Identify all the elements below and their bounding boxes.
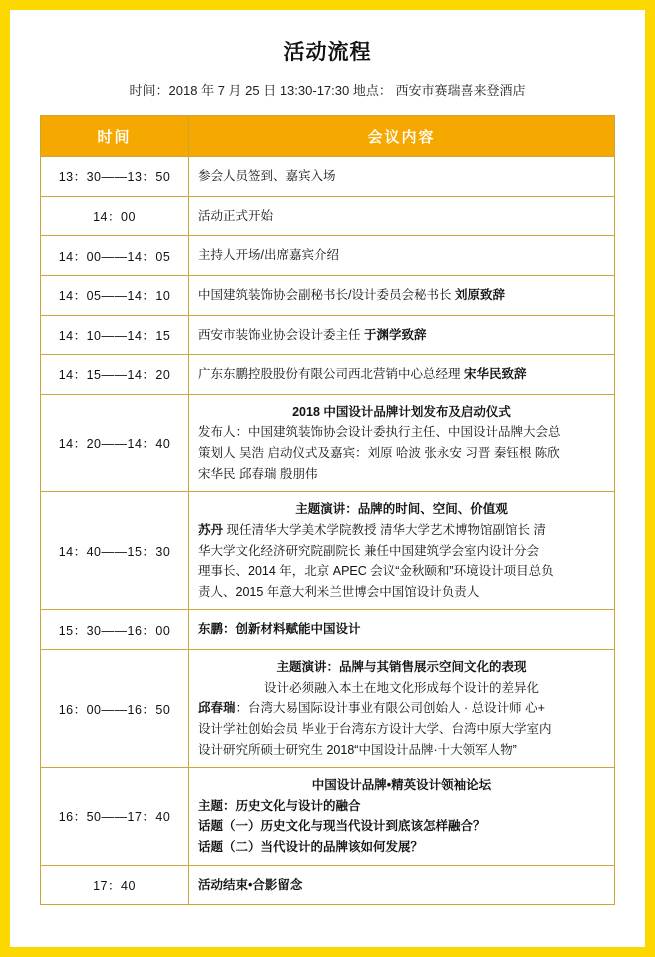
content-line: 策划人 吴浩 启动仪式及嘉宾：刘原 哈波 张永安 习晋 秦钰根 陈欣 bbox=[198, 446, 560, 460]
row-content bbox=[189, 610, 615, 650]
row-time: 15：30——16：00 bbox=[41, 610, 189, 650]
content-line: 华大学文化经济研究院副院长 兼任中国建筑学会室内设计分会 bbox=[198, 543, 539, 558]
table-row bbox=[41, 315, 615, 355]
table-body bbox=[41, 157, 615, 905]
content-line: 话题（一）历史文化与现当代设计到底该怎样融合？ bbox=[198, 819, 486, 834]
row-content bbox=[189, 768, 615, 866]
content-line: 西安市装饰业协会设计委主任 于渊学致辞 bbox=[198, 327, 427, 342]
row-time: 14：40——15：30 bbox=[41, 492, 189, 610]
row-time: 14：00——14：05 bbox=[41, 236, 189, 276]
row-content bbox=[189, 236, 615, 276]
speaker-name: 于渊学致辞 bbox=[363, 327, 427, 342]
row-time: 14：20——14：40 bbox=[41, 394, 189, 492]
column-header-content: 会议内容 bbox=[189, 116, 615, 157]
content-line: 理事长、2014 年，北京 APEC 会议“金秋颐和”环境设计项目总负 bbox=[198, 564, 554, 579]
content-line: 活动正式开始 bbox=[198, 208, 274, 223]
content-line: 中国建筑装饰协会副秘书长/设计委员会秘书长 刘原致辞 bbox=[198, 287, 505, 302]
content-line: 2018 中国设计品牌计划发布及启动仪式 bbox=[292, 404, 511, 419]
table-row bbox=[41, 610, 615, 650]
content-line: 设计必须融入本土在地文化形成每个设计的差异化 bbox=[263, 680, 539, 695]
row-time: 17：40 bbox=[41, 865, 189, 905]
content-line: 苏丹 现任清华大学美术学院教授 清华大学艺术博物馆副馆长 清 bbox=[198, 522, 546, 537]
content-line: 宋华民 邱春瑞 殷朋伟 bbox=[198, 466, 318, 481]
content-line: 活动结束•合影留念 bbox=[198, 877, 303, 892]
speaker-name: 宋华民致辞 bbox=[463, 367, 527, 382]
row-content bbox=[189, 275, 615, 315]
content-line: 东鹏：创新材料赋能中国设计 bbox=[198, 622, 361, 637]
document-page bbox=[10, 10, 645, 947]
row-content bbox=[189, 650, 615, 768]
column-header-time: 时间 bbox=[41, 116, 189, 157]
table-row bbox=[41, 157, 615, 197]
row-time: 14：05——14：10 bbox=[41, 275, 189, 315]
content-line: 设计学社创始会员 毕业于台湾东方设计大学、台湾中原大学室内 bbox=[198, 721, 552, 736]
row-time: 14：00 bbox=[41, 196, 189, 236]
table-row bbox=[41, 492, 615, 610]
schedule-table bbox=[40, 115, 615, 905]
content-line: 主题演讲：品牌的时间、空间、价值观 bbox=[295, 502, 508, 517]
row-time: 13：30——13：50 bbox=[41, 157, 189, 197]
page-title: 活动流程 bbox=[283, 41, 372, 64]
content-line: 话题（二）当代设计的品牌该如何发展？ bbox=[198, 840, 424, 854]
row-time: 14：10——14：15 bbox=[41, 315, 189, 355]
table-row bbox=[41, 236, 615, 276]
content-line: 主题演讲：品牌与其销售展示空间文化的表现 bbox=[276, 660, 527, 674]
table-row bbox=[41, 355, 615, 395]
table-row bbox=[41, 865, 615, 905]
row-content bbox=[189, 196, 615, 236]
content-line: 主题：历史文化与设计的融合 bbox=[198, 798, 361, 813]
row-content bbox=[189, 492, 615, 610]
speaker-name: 邱春瑞 bbox=[198, 701, 236, 716]
content-line: 责人、2015 年意大利米兰世博会中国馆设计负责人 bbox=[198, 584, 480, 599]
table-row bbox=[41, 196, 615, 236]
row-time: 14：15——14：20 bbox=[41, 355, 189, 395]
content-line: 邱春瑞：台湾大易国际设计事业有限公司创始人 · 总设计师 心+ bbox=[198, 701, 545, 716]
table-row bbox=[41, 394, 615, 492]
content-line: 设计研究所硕士研究生 2018“中国设计品牌·十大领军人物” bbox=[198, 742, 517, 757]
speaker-name: 苏丹 bbox=[198, 522, 224, 537]
table-row bbox=[41, 650, 615, 768]
row-content bbox=[189, 157, 615, 197]
row-time: 16：00——16：50 bbox=[41, 650, 189, 768]
row-content bbox=[189, 865, 615, 905]
content-line: 广东东鹏控股股份有限公司西北营销中心总经理 宋华民致辞 bbox=[198, 367, 527, 382]
content-line: 主持人开场/出席嘉宾介绍 bbox=[198, 248, 339, 263]
content-line: 参会人员签到、嘉宾入场 bbox=[198, 169, 336, 183]
content-line: 中国设计品牌•精英设计领袖论坛 bbox=[311, 778, 492, 793]
row-time: 16：50——17：40 bbox=[41, 768, 189, 866]
table-header-row bbox=[41, 116, 615, 157]
content-line: 发布人：中国建筑装饰协会设计委执行主任、中国设计品牌大会总 bbox=[198, 425, 561, 440]
row-content bbox=[189, 315, 615, 355]
row-content bbox=[189, 355, 615, 395]
table-row bbox=[41, 768, 615, 866]
table-row bbox=[41, 275, 615, 315]
event-time-location: 时间：2018 年 7 月 25 日 13:30-17:30 地点： 西安市赛瑞喜来登酒店 bbox=[129, 83, 526, 98]
speaker-name: 刘原致辞 bbox=[454, 287, 505, 302]
row-content bbox=[189, 394, 615, 492]
